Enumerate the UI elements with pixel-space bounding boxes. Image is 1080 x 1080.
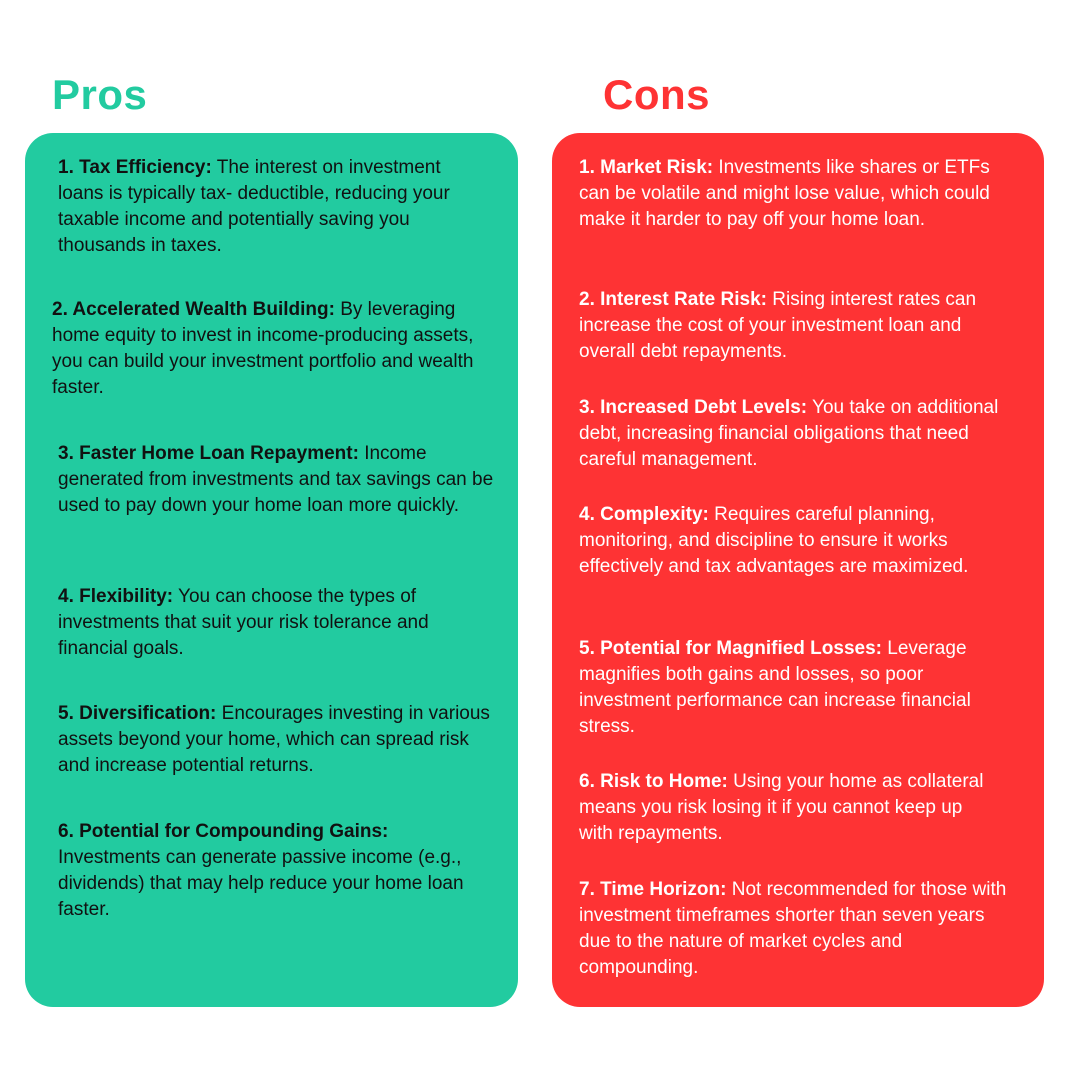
pros-item-text: Encourages investing in various assets beyond your home, which can spread risk and increase potential returns.: [58, 703, 490, 776]
cons-item-2: [579, 287, 999, 365]
cons-panel: [552, 133, 1044, 1007]
pros-item-text: You can choose the types of investments that suit your risk tolerance and financial goals.: [58, 586, 429, 659]
cons-item-6: [579, 769, 989, 847]
pros-item-label: 6. Potential for Compounding Gains:: [58, 821, 389, 842]
pros-item-text: By leveraging home equity to invest in income-producing assets, you can build your investment portfolio and wealth faster.: [52, 299, 474, 398]
pros-item-label: 5. Diversification:: [58, 703, 217, 724]
pros-item-3: [58, 441, 498, 519]
pros-panel: [25, 133, 518, 1007]
cons-item-label: 1. Market Risk:: [579, 157, 714, 178]
cons-item-4: [579, 502, 1009, 580]
cons-item-text: Requires careful planning, monitoring, and discipline to ensure it works effectively and tax advantages are maximized.: [579, 504, 969, 577]
cons-item-1: [579, 155, 999, 233]
cons-item-label: 6. Risk to Home:: [579, 771, 728, 792]
cons-item-text: Leverage magnifies both gains and losses, so poor investment performance can increase financial stress.: [579, 638, 971, 737]
pros-item-5: [58, 701, 498, 779]
cons-item-text: Not recommended for those with investment timeframes shorter than seven years due to the nature of market cycles and compounding.: [579, 879, 1007, 978]
pros-item-label: 2. Accelerated Wealth Building:: [52, 299, 335, 320]
cons-item-3: [579, 395, 1019, 473]
pros-item-text: Investments can generate passive income (e.g., dividends) that may help reduce your home loan faster.: [58, 847, 464, 920]
cons-item-text: You take on additional debt, increasing financial obligations that need careful management.: [579, 397, 999, 470]
cons-item-label: 5. Potential for Magnified Losses:: [579, 638, 882, 659]
pros-item-4: [58, 584, 498, 662]
pros-item-label: 1. Tax Efficiency:: [58, 157, 212, 178]
cons-item-label: 2. Interest Rate Risk:: [579, 289, 767, 310]
cons-item-text: Using your home as collateral means you risk losing it if you cannot keep up with repayments.: [579, 771, 984, 844]
pros-item-label: 4. Flexibility:: [58, 586, 174, 607]
cons-item-text: Investments like shares or ETFs can be volatile and might lose value, which could make it harder to pay off your home loan.: [579, 157, 990, 230]
cons-item-label: 7. Time Horizon:: [579, 879, 727, 900]
pros-item-1: [58, 155, 488, 259]
pros-item-label: 3. Faster Home Loan Repayment:: [58, 443, 359, 464]
cons-item-7: [579, 877, 1019, 981]
cons-item-label: 4. Complexity:: [579, 504, 709, 525]
cons-heading: Cons: [603, 71, 710, 118]
cons-item-label: 3. Increased Debt Levels:: [579, 397, 808, 418]
pros-item-6: [58, 819, 488, 923]
cons-item-5: [579, 636, 1009, 740]
pros-item-text: The interest on investment loans is typically tax- deductible, reducing your taxable income and potentially saving you thousands in taxes.: [58, 157, 450, 256]
pros-item-2: [52, 297, 502, 401]
pros-item-text: Income generated from investments and tax savings can be used to pay down your home loan more quickly.: [58, 443, 494, 516]
cons-item-text: Rising interest rates can increase the cost of your investment loan and overall debt repayments.: [579, 289, 977, 362]
pros-heading: Pros: [52, 71, 148, 118]
